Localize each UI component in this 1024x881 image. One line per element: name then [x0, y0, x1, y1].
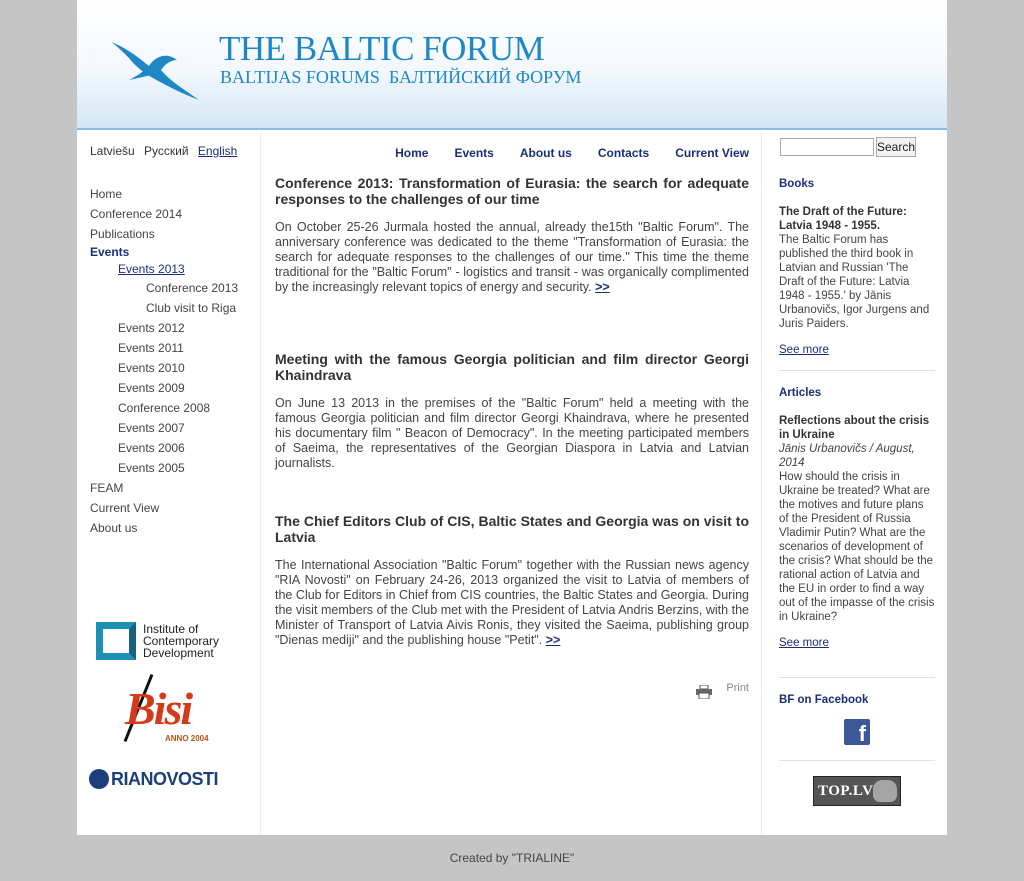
sidebar-nav-item[interactable]: Events 2005 [118, 461, 185, 475]
top-nav-about[interactable]: About us [519, 146, 572, 160]
divider [779, 760, 935, 761]
sidebar-article-author: Jānis Urbanovičs / August, 2014 [779, 443, 915, 469]
sidebar-nav-item[interactable]: Events 2012 [118, 321, 185, 335]
sidebar-nav-item[interactable]: Publications [90, 227, 155, 241]
read-more-link[interactable]: >> [595, 280, 610, 294]
sidebar-nav-item[interactable]: Events 2009 [118, 381, 185, 395]
book-title: The Draft of the Future: Latvia 1948 - 1955. [779, 206, 907, 232]
top-navigation [369, 144, 749, 162]
books-see-more-link[interactable]: See more [779, 344, 829, 356]
bird-logo-icon[interactable] [109, 36, 201, 102]
read-more-link[interactable]: >> [545, 633, 561, 647]
bisi-logo-text: Bisi [125, 683, 192, 734]
articles-heading: Articles [779, 387, 822, 399]
sidebar-nav-item[interactable]: Events 2013 [118, 262, 185, 276]
facebook-icon[interactable]: f [844, 719, 870, 745]
main-content [262, 132, 762, 835]
icd-logo-text: Institute of Contemporary Development [143, 622, 220, 660]
article-title[interactable]: The Chief Editors Club of CIS, Baltic States and Georgia was on visit to Latvia [275, 513, 749, 545]
articles-see-more-link[interactable]: See more [779, 637, 829, 649]
article-title[interactable]: Meeting with the famous Georgia politician and film director Georgi Khaindrava [275, 351, 749, 383]
articles-section [779, 387, 935, 649]
sidebar-nav-item[interactable]: Events 2007 [118, 421, 185, 435]
top-nav-events[interactable]: Events [454, 146, 494, 160]
ria-novosti-logo[interactable] [89, 768, 249, 790]
print-label: Print [726, 682, 749, 694]
sidebar-nav-item[interactable]: About us [90, 521, 138, 535]
top-nav-contacts[interactable]: Contacts [597, 146, 650, 160]
bisi-anno-text: ANNO 2004 [165, 734, 209, 743]
sidebar-nav-item[interactable]: Events [90, 245, 130, 259]
books-section [779, 178, 935, 356]
news-article [275, 351, 749, 471]
face-icon [873, 780, 897, 802]
top-nav-current-view[interactable]: Current View [675, 146, 749, 160]
site-subtitle: BALTIJAS FORUMS БАЛТИЙСКИЙ ФОРУМ [220, 67, 582, 87]
ria-logo-text: RIANOVOSTI [111, 769, 219, 789]
search-button[interactable]: Search [876, 137, 916, 157]
lang-latvian[interactable]: Latviešu [90, 144, 135, 158]
globe-icon [89, 769, 109, 789]
sidebar-nav-item[interactable]: Current View [90, 501, 160, 515]
sidebar-nav-item[interactable]: Conference 2008 [118, 401, 211, 415]
books-heading: Books [779, 178, 815, 190]
book-description: The Baltic Forum has published the third book in Latvian and Russian 'The Draft of the Future: Latvia 1948 - 1955.' by Jānis Urbanovičs, Igor Jurgens and Juris Paiders. [779, 234, 930, 330]
print-button[interactable] [689, 682, 749, 702]
news-article [275, 513, 749, 648]
sidebar-nav-item[interactable]: FEAM [90, 481, 124, 495]
page-container [77, 0, 947, 835]
icd-square-icon [96, 622, 136, 660]
article-body [275, 396, 749, 471]
sidebar-nav-item[interactable]: Club visit to Riga [146, 301, 237, 315]
facebook-heading: BF on Facebook [779, 694, 869, 706]
sidebar-nav-item[interactable]: Events 2011 [118, 341, 184, 355]
article-text: The International Association "Baltic Forum" together with the Russian news agency "RIA Novosti" on February 24-26, 2013 organized the visit to Latvia of members of the Club for Editors in Chief from CIS countries, the Baltic States and Georgia. During the visit members of the Club met with the President of Latvia Andris Berzins, with the Minister of Transport of Latvia Aivis Ronis, they visited the Saeima, publishing group "Dienas mediji" and the publishing house "Petit". [275, 558, 749, 647]
top-nav-home[interactable]: Home [395, 146, 429, 160]
lang-english[interactable]: English [197, 144, 238, 158]
sidebar-nav-item[interactable]: Events 2006 [118, 441, 185, 455]
top-lv-badge[interactable] [813, 776, 901, 806]
divider [779, 370, 935, 371]
article-body [275, 558, 749, 648]
sidebar-article-text: How should the crisis in Ukraine be treated? What are the motives and future plans of the President of Russia Vladimir Putin? What are the scenarios of development of the crisis? What should be the rational action of Latvia and the EU in order to find a way out of the impasse of the crisis in Ukraine? [779, 471, 935, 623]
language-switcher [90, 144, 243, 158]
footer-credit: Created by "TRIALINE" [449, 851, 575, 865]
facebook-section [779, 694, 935, 721]
article-text: On October 25-26 Jurmala hosted the annual, already the15th "Baltic Forum". The anniversary conference was dedicated to the theme "Transformation of Eurasia: the search for adequate responses to the challenges of our time." This time the theme traditional for the "Baltic Forum" - logistics and transit - was organically complimented by the increasingly relevant topics of energy and security. [275, 220, 749, 294]
site-header [77, 0, 947, 130]
left-navigation [90, 184, 260, 538]
sidebar-nav-item[interactable]: Home [90, 187, 123, 201]
bisi-logo[interactable] [107, 668, 227, 750]
icd-logo[interactable] [95, 620, 235, 664]
lang-russian[interactable]: Русский [144, 144, 189, 158]
divider [779, 677, 935, 678]
top-lv-badge-text: TOP.LV [818, 783, 874, 799]
left-sidebar [77, 132, 261, 835]
news-article [275, 175, 749, 295]
article-text: On June 13 2013 in the premises of the "Baltic Forum" held a meeting with the famous Georgia politician and film director Georgi Khaindrava, where he presented his documentary film " Beacon of Democracy". In the meeting participated members of Saeima, the representatives of the Georgian Diaspora in Latvia and Latvian journalists. [275, 396, 749, 470]
sidebar-nav-item[interactable]: Conference 2014 [90, 207, 183, 221]
site-title: THE BALTIC FORUM [219, 29, 545, 68]
right-sidebar [763, 132, 947, 835]
printer-icon [696, 685, 712, 699]
article-body [275, 220, 749, 295]
sidebar-nav-item[interactable]: Conference 2013 [146, 281, 239, 295]
sidebar-nav-item[interactable]: Events 2010 [118, 361, 185, 375]
sidebar-article-title: Reflections about the crisis in Ukraine [779, 415, 930, 441]
article-title[interactable]: Conference 2013: Transformation of Eurasia: the search for adequate responses to the challenges of our time [275, 175, 749, 207]
search-input[interactable] [780, 138, 874, 156]
